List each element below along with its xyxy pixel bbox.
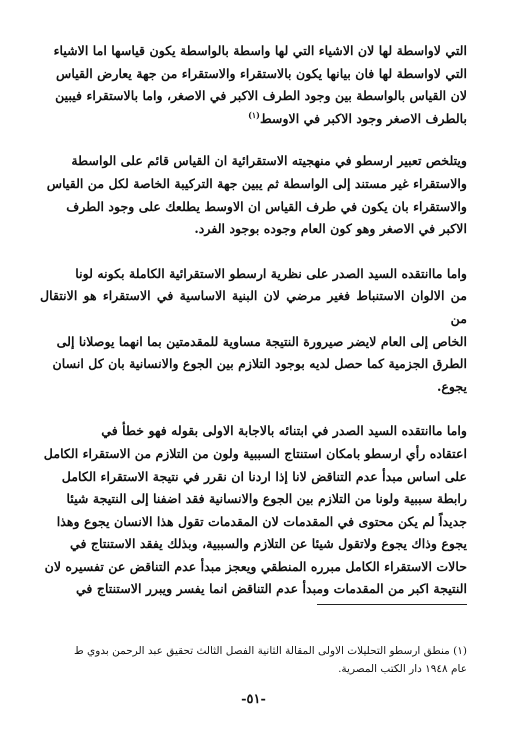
paragraph-line: واما ماانتقده السيد الصدر في ابتنائه بالاجابة الاولى بقوله فهو خطأ في: [101, 423, 467, 439]
paragraph-line: جديداً لم يكن محتوى في المقدمات لان المقدمات تقول هذا الانسان يجوع وهذا: [56, 513, 467, 529]
paragraph-line: والاستقراء بان يكون في طرف القياس ان الاوسط يطلعك على وجود الطرف: [66, 198, 467, 214]
paragraph-line: والاستقراء غير مستند إلى الواسطة ثم يبين جهة التركيبة الخاصة لكل من القياس: [46, 175, 467, 191]
paragraph-line: التي لاواسطة لها لان الاشياء التي لها واسطة بالواسطة يكون قياسها اما الاشياء: [53, 43, 467, 58]
paragraph-line: الخاص إلى العام لايضر صيرورة النتيجة مساوية للمقدمتين بما انهما يوصلانا إلى: [56, 333, 467, 349]
footnote-separator: [317, 604, 467, 605]
paragraph-line: يجوع.: [436, 378, 467, 394]
footnote: [40, 642, 467, 678]
paragraph-line: لان القياس بالواسطة بين وجود الطرف الاكبر في الاصغر، واما بالاستقراء فيبين: [55, 88, 467, 104]
paragraph-line: رابطة سببية ولونا من التلازم بين الجوع والانسانية فقد اضفنا إلى النتيجة شيئا: [66, 491, 467, 507]
paragraph-3: [40, 263, 467, 399]
paragraph-line: الاكبر في الاصغر وهو كون العام وجوده بوجود الفرد.: [194, 221, 467, 237]
paragraph-line: ويتلخص تعبير ارسطو في منهجيته الاستقرائية ان القياس قائم على الواسطة: [71, 153, 467, 169]
paragraph-line: التي لاواسطة لها فان بيانها يكون بالاستقراء والاستقراء من جهة يعارض القياس: [56, 65, 467, 81]
paragraph-line: حالات الاستقراء الكامل مبرره المنطقي ويعجز مبدأ عدم التناقض عن تفسيره لان: [44, 558, 467, 574]
paragraph-line: اعتقاده رأي ارسطو بامكان استنتاج السببية ولون من التلازم من الاستقراء الكامل: [43, 445, 467, 461]
paragraph-1: [40, 40, 467, 130]
paragraph-line-with-note: [40, 108, 467, 131]
paragraph-4: [40, 420, 467, 601]
paragraph-line: بالطرف الاصغر وجود الاكبر في الاوسط: [259, 110, 467, 126]
paragraph-line: واما ماانتقده السيد الصدر على نظرية ارسطو الاستقرائية الكاملة بكونه لونا: [75, 265, 467, 281]
paragraph-line: الطرق الجزمية كما حصل لديه بوجود التلازم بين الجوع والانسانية بان كل انسان: [52, 356, 467, 372]
document-page: [40, 40, 467, 729]
paragraph-line: على اساس مبدأ عدم التناقض لانا إذا اردنا ان نقرر في نتيجة الاستقراء الكامل: [61, 468, 467, 484]
footnote-line: (١) منطق ارسطو التحليلات الاولى المقالة الثانية الفصل الثالث تحقيق عبد الرحمن بدوي ط: [74, 645, 467, 657]
page-number: -٥١-: [241, 692, 266, 707]
footnote-reference: (١): [248, 109, 260, 120]
footnote-line: عام ١٩٤٨ دار الكتب المصرية.: [338, 663, 467, 675]
paragraph-line: النتيجة اكبر من المقدمات ومبدأ عدم التناقض انما يفسر ويبرر الاستنتاج في: [75, 581, 467, 597]
paragraph-line: يجوع وذاك يجوع ولاتقول شيئا عن التلازم والسببية، وبذلك يفقد الاستنتاج في: [69, 536, 467, 552]
paragraph-2: [40, 150, 467, 240]
paragraph-line: من الالوان الاستنباط فغير مرضي لان البنية الاساسية في الاستقراء هو الانتقال من: [40, 288, 467, 326]
